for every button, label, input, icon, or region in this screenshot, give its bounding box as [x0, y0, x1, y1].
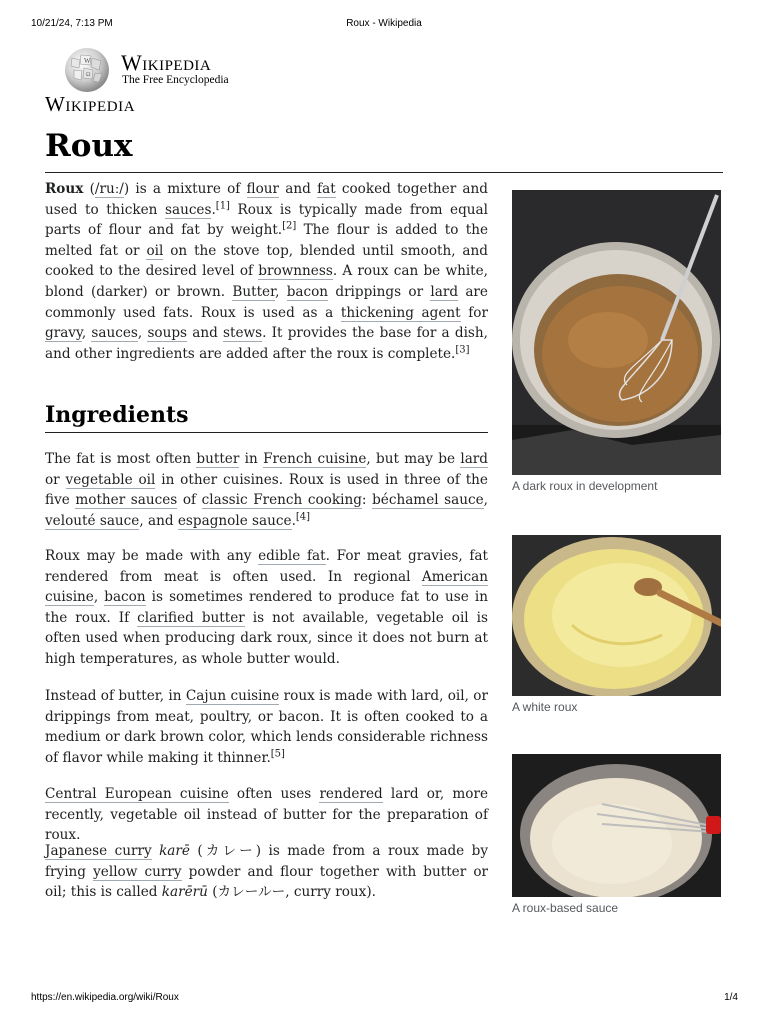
link-butter[interactable]: Butter	[232, 283, 276, 300]
print-datetime: 10/21/24, 7:13 PM	[31, 18, 113, 29]
text: ,	[81, 325, 92, 342]
figure-white-roux	[512, 535, 721, 714]
bold-term: Roux	[45, 181, 84, 197]
section-divider	[45, 432, 488, 433]
link-japanese-curry[interactable]: Japanese curry	[45, 843, 152, 859]
link-rendered[interactable]: rendered	[319, 786, 383, 802]
link-classic-french-cooking[interactable]: classic French cooking	[201, 492, 362, 509]
page-title: Roux	[45, 128, 133, 164]
text: (カレー) is made from a roux made by frying	[45, 843, 488, 880]
pronunciation-link[interactable]: /ruː/	[94, 181, 124, 197]
link-mother-sauces[interactable]: mother sauces	[75, 492, 178, 509]
link-clarified-butter[interactable]: clarified butter	[137, 609, 245, 626]
link-edible-fat[interactable]: edible fat	[258, 548, 326, 564]
ingredients-paragraph-2	[45, 546, 488, 670]
text: cooked together and used to thicken	[45, 181, 488, 218]
text: (カレールー, curry roux).	[207, 884, 376, 901]
link-fat[interactable]: fat	[317, 181, 336, 197]
print-header	[0, 18, 768, 32]
link-lard[interactable]: lard	[430, 283, 459, 300]
figure-caption: A dark roux in development	[512, 479, 658, 493]
link-espagnole-sauce[interactable]: espagnole sauce	[177, 512, 292, 529]
link-french-cuisine[interactable]: French cuisine	[263, 451, 367, 467]
ingredients-paragraph-1	[45, 449, 488, 531]
text: of	[177, 492, 202, 509]
section-heading-ingredients: Ingredients	[45, 402, 189, 428]
text: Roux may be made with any	[45, 548, 259, 564]
text: . A roux can be white, blond (darker) or brown.	[45, 263, 489, 300]
text: and	[187, 325, 224, 342]
wikipedia-globe-icon	[62, 46, 112, 94]
text: , but may be	[366, 451, 461, 467]
link-bacon[interactable]: bacon	[104, 589, 146, 606]
link-bechamel-sauce[interactable]: béchamel sauce	[372, 492, 484, 509]
text: ,	[137, 325, 148, 342]
wikipedia-logo[interactable]	[62, 46, 242, 96]
wikipedia-tagline: The Free Encyclopedia	[122, 74, 229, 86]
link-yellow-curry[interactable]: yellow curry	[93, 863, 182, 880]
link-gravy[interactable]: gravy	[45, 325, 82, 342]
text: The flour is added to the melted fat or	[45, 222, 488, 259]
link-sauces[interactable]: sauces	[164, 201, 212, 218]
text: .	[211, 201, 216, 218]
text: .	[291, 512, 296, 529]
white-roux-image[interactable]	[512, 535, 721, 696]
svg-text:W: W	[84, 57, 91, 65]
text: often uses	[228, 786, 320, 802]
text: or	[45, 471, 66, 488]
wikipedia-wordmark: Wikipedia	[121, 50, 212, 75]
link-brownness[interactable]: brownness	[258, 263, 333, 280]
figure-caption: A white roux	[512, 700, 578, 714]
link-butter[interactable]: butter	[196, 451, 240, 467]
reference-4[interactable]: [4]	[295, 511, 311, 523]
text	[152, 843, 159, 859]
link-american-cuisine[interactable]: American cuisine	[45, 568, 488, 606]
figure-dark-roux	[512, 190, 721, 493]
link-lard[interactable]: lard	[460, 451, 488, 467]
text: ,	[275, 283, 287, 300]
print-doc-title: Roux - Wikipedia	[346, 18, 422, 29]
text: ,	[93, 589, 105, 606]
text: is not available, vegetable oil is often used when producing dark roux, since it does not burn at high temperatures, as whole butter would.	[45, 609, 488, 667]
text: in	[239, 451, 264, 467]
link-vegetable-oil[interactable]: vegetable oil	[65, 471, 156, 488]
link-sauces-2[interactable]: sauces	[91, 325, 138, 342]
ingredients-paragraph-5	[45, 841, 488, 903]
link-flour[interactable]: flour	[246, 181, 280, 197]
ingredients-paragraph-4	[45, 784, 488, 846]
title-divider	[45, 172, 723, 173]
text: powder and flour together with butter or oil; this is called	[45, 863, 489, 901]
text: Instead of butter, in	[45, 688, 186, 704]
link-veloute-sauce[interactable]: velouté sauce	[45, 512, 140, 529]
text: on the stove top, blended until smooth, and cooked to the desired level of	[45, 242, 488, 280]
text: , and	[139, 512, 178, 529]
text: Roux is typically made from equal parts of flour and fat by weight.	[45, 201, 488, 239]
text: lard or, more recently, vegetable oil instead of butter for the preparation of roux.	[45, 786, 488, 844]
figure-roux-sauce	[512, 754, 721, 915]
text: roux is made with lard, oil, or drippings from meat, poultry, or bacon. It is often cooked to a medium or dark brown color, which lends considerable richness of flavor while making it thinner.	[45, 688, 488, 766]
link-central-european-cuisine[interactable]: Central European cuisine	[45, 786, 229, 802]
text: are commonly used fats. Roux is used as a	[45, 283, 488, 321]
print-url[interactable]: https://en.wikipedia.org/wiki/Roux	[31, 992, 179, 1003]
ingredients-paragraph-3	[45, 686, 488, 768]
link-thickening-agent[interactable]: thickening agent	[340, 304, 461, 321]
print-footer	[0, 992, 768, 1006]
text: . It provides the base for a dish, and other ingredients are added after the roux is complete.	[45, 325, 488, 362]
text: ) is a mixture of	[123, 181, 247, 197]
figure-caption: A roux-based sauce	[512, 901, 619, 915]
text: drippings or	[328, 283, 431, 300]
text: in other cuisines. Roux is used in three of the five	[45, 471, 488, 509]
intro-paragraph	[45, 179, 488, 364]
text: is sometimes rendered to produce fat to use in the roux. If	[45, 589, 488, 626]
reference-2[interactable]: [2]	[282, 220, 297, 232]
text: The fat is most often	[45, 451, 197, 467]
text: ,	[483, 492, 488, 509]
text: for	[460, 304, 488, 321]
italic-term: karērū	[161, 884, 208, 901]
link-stews[interactable]: stews	[223, 325, 263, 342]
text: and	[279, 181, 318, 197]
wikipedia-wordmark-small[interactable]: Wikipedia	[45, 92, 136, 116]
reference-3[interactable]: [3]	[455, 344, 470, 356]
text: :	[361, 492, 373, 509]
link-bacon[interactable]: bacon	[286, 283, 329, 300]
reference-5[interactable]: [5]	[270, 748, 285, 760]
reference-1[interactable]: [1]	[215, 200, 230, 212]
text: (	[83, 181, 95, 197]
italic-term: karē	[159, 843, 190, 859]
link-oil[interactable]: oil	[146, 242, 164, 259]
svg-text:Ω: Ω	[86, 72, 91, 78]
link-soups[interactable]: soups	[147, 325, 188, 342]
dark-roux-image[interactable]	[512, 190, 721, 475]
print-page-number: 1/4	[724, 992, 738, 1003]
roux-sauce-image[interactable]	[512, 754, 721, 897]
text: . For meat gravies, fat rendered from meat is often used. In regional	[45, 548, 488, 585]
link-cajun-cuisine[interactable]: Cajun cuisine	[185, 688, 280, 704]
